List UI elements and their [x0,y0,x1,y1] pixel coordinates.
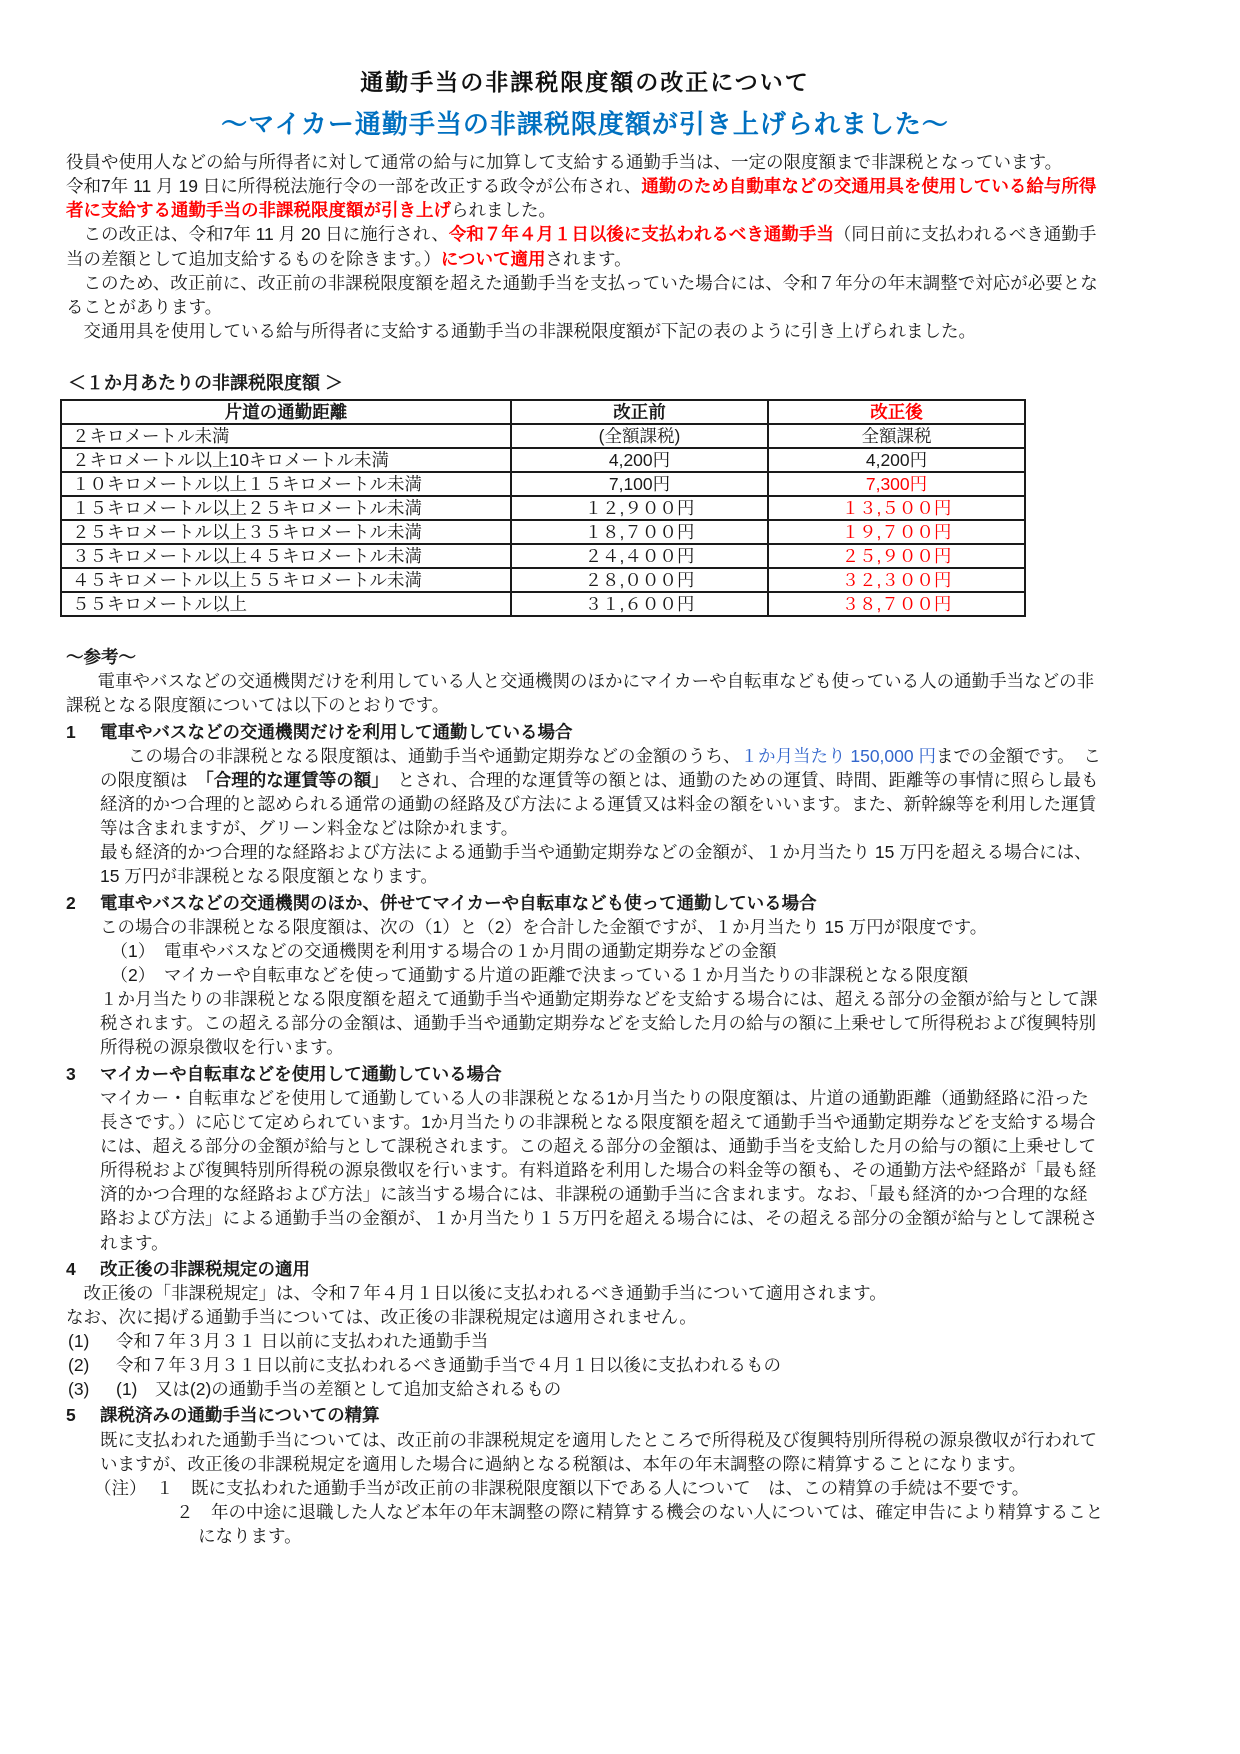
list-item: (1) 令和７年３月３１ 日以前に支払われた通勤手当 [68,1331,489,1352]
table-row: ３５キロメートル以上４５キロメートル未満 ２４,４００円 ２５,９００円 [61,544,1025,568]
section-5-paragraph-1: 既に支払われた通勤手当については、改正前の非課税規定を適用したところで所得税及び復興特別所得税の源泉徴収が行われていますが、改正後の非課税規定を適用した場合に過納となる税額は、本年の年末調整の際に精算することになります。 [100,1429,1097,1474]
limit-table-caption: ＜１か月あたりの非課税限度額 ＞ [68,373,343,394]
section-5-heading: 5 課税済みの通勤手当についての精算 [66,1405,380,1426]
limit-table [60,399,1026,617]
table-row: １５キロメートル以上２５キロメートル未満 １２,９００円 １３,５００円 [61,496,1025,520]
col-header-before: 改正前 [511,400,768,424]
section-2-heading: 2 電車やバスなどの交通機関のほか、併せてマイカーや自転車なども使って通勤している場合 [66,892,817,913]
table-row: ５５キロメートル以上 ３１,６００円 ３８,７００円 [61,592,1025,616]
page-title: 通勤手当の非課税限度額の改正について [360,69,810,95]
col-header-after: 改正後 [768,400,1025,424]
section-2-body [100,915,1104,1060]
limit-table-block [66,369,1104,617]
table-header-row [61,400,1025,424]
highlight-red: について適用 [440,248,546,269]
section-1-heading: 1 電車やバスなどの交通機関だけを利用して通勤している場合 [66,721,573,742]
reference-intro: 電車やバスなどの交通機関だけを利用している人と交通機関のほかにマイカーや自転車なども使っている人の通勤手当などの非課税となる限度額については以下のとおりです。 [66,671,1095,716]
section-4-heading: 4 改正後の非課税規定の適用 [66,1258,310,1279]
note-label: （注） [94,1477,147,1498]
section-4-paragraph-2: なお、次に掲げる通勤手当については、改正後の非課税規定は適用されません。 [66,1306,697,1327]
intro-paragraph-3: この改正は、令和7年 11 月 20 日に施行され、令和７年４月１日以後に支払われるべき通勤手当（同日前に支払われるべき通勤手当の差額として追加支給するものを除きます。）について適用されます。 [66,224,1097,269]
section-3-heading: 3 マイカーや自転車などを使用して通勤している場合 [66,1063,502,1084]
section-4-items [66,1329,1104,1401]
table-row: ４５キロメートル以上５５キロメートル未満 ２８,０００円 ３２,３００円 [61,568,1025,592]
note-block [94,1476,1104,1548]
section-2-item-1: （1） 電車やバスなどの交通機関を利用する場合の１か月間の通勤定期券などの金額 [110,940,777,961]
table-row: ２５キロメートル以上３５キロメートル未満 １８,７００円 １９,７００円 [61,520,1025,544]
note-item-2: ２ 年の中途に退職した人など本年の年末調整の際に精算する機会のない人については、確定申告により精算することになります。 [176,1502,1104,1547]
intro-block [66,150,1104,343]
intro-paragraph-4: このため、改正前に、改正前の非課税限度額を超えた通勤手当を支払っていた場合には、令和７年分の年末調整で対応が必要となることがあります。 [66,272,1098,317]
note-item-1: １ 既に支払われた通勤手当が改正前の非課税限度額以下である人について は、この精算の手続は不要です。 [156,1477,1030,1498]
table-row: ２キロメートル以上10キロメートル未満 4,200円 4,200円 [61,448,1025,472]
section-4-paragraph-1: 改正後の「非課税規定」は、令和７年４月１日以後に支払われるべき通勤手当について適用されます。 [66,1282,887,1303]
section-2-item-2: （2） マイカーや自転車などを使って通勤する片道の距離で決まっている１か月当たりの非課税となる限度額 [110,964,969,985]
section-1-paragraph-2: 最も経済的かつ合理的な経路および方法による通勤手当や通勤定期券などの金額が、１か月当たり 15 万円を超える場合には、15 万円が非課税となる限度額となります。 [100,842,1092,887]
col-header-distance: 片道の通勤距離 [61,400,511,424]
reference-block [66,645,1104,1548]
highlight-blue: １か月当たり 150,000 円 [740,745,936,766]
intro-paragraph-2: 令和7年 11 月 19 日に所得税法施行令の一部を改正する政令が公布され、通勤のため自動車などの交通用具を使用している給与所得者に支給する通勤手当の非課税限度額が引き上げられました。 [66,176,1097,221]
page-subtitle: ～マイカー通勤手当の非課税限度額が引き上げられました～ [221,109,949,139]
table-row: １０キロメートル以上１５キロメートル未満 7,100円 7,300円 [61,472,1025,496]
section-1-paragraph-1: この場合の非課税となる限度額は、通勤手当や通勤定期券などの金額のうち、１か月当たり 150,000 円までの金額です。 この限度額は 「合理的な運賃等の額」 とされ、合理的な運賃等の額とは、通勤のための運賃、時間、距離等の事情に照らし最も経済的かつ合理的と認められる通常の通勤の経路及び方法による運賃又は料金の額をいいます。また、新幹線等を利用した運賃等は含まれますが、グリーン料金などは除かれます。 [100,745,1101,839]
section-1-body [100,744,1104,889]
section-5-body [94,1428,1104,1549]
section-2-paragraph-2: １か月当たりの非課税となる限度額を超えて通勤手当や通勤定期券などを支給する場合には、超える部分の金額が給与として課税されます。この超える部分の金額は、通勤手当や通勤定期券などを支給した月の給与の額に上乗せして所得税および復興特別所得税の源泉徴収を行います。 [100,989,1098,1058]
intro-paragraph-1: 役員や使用人などの給与所得者に対して通常の給与に加算して支給する通勤手当は、一定の限度額まで非課税となっています。 [66,152,1063,172]
table-row: ２キロメートル未満 (全額課税) 全額課税 [61,424,1025,448]
highlight-red: 令和７年４月１日以後に支払われるべき通勤手当 [448,224,834,245]
list-item: (2) 令和７年３月３１日以前に支払われるべき通勤手当で４月１日以後に支払われるもの [68,1355,781,1376]
highlight-red: 通勤のため自動車などの交通用具を使用している給与所得者に支給する通勤手当の非課税限度額が引き上げ [66,176,1097,221]
section-3-paragraph-1: マイカー・自転車などを使用して通勤している人の非課税となる1か月当たりの限度額は、片道の通勤距離（通勤経路に沿った長さです。）に応じて定められています。1か月当たりの非課税となる限度額を超えて通勤手当や通勤定期券などを支給する場合には、超える部分の金額が給与として課税されます。この超える部分の金額は、通勤手当を支給した月の給与の額に上乗せして所得税および復興特別所得税の源泉徴収を行います。有料道路を利用した場合の料金等の額も、その通勤方法や経路が「最も経済的かつ合理的な経路および方法」に該当する場合には、非課税の通勤手当に含まれます。なお、「最も経済的かつ合理的な経路および方法」による通勤手当の金額が、１か月当たり１５万円を超える場合には、その超える部分の金額が給与として課税されます。 [100,1087,1098,1253]
list-item: (3) (1) 又は(2)の通勤手当の差額として追加支給されるもの [68,1379,562,1400]
intro-paragraph-5: 交通用具を使用している給与所得者に支給する通勤手当の非課税限度額が下記の表のように引き上げられました。 [66,320,976,341]
section-2-paragraph-1: この場合の非課税となる限度額は、次の（1）と（2）を合計した金額ですが、１か月当たり 15 万円が限度です。 [100,916,988,937]
section-3-body [100,1086,1104,1255]
reference-heading: ～参考～ [66,647,136,668]
